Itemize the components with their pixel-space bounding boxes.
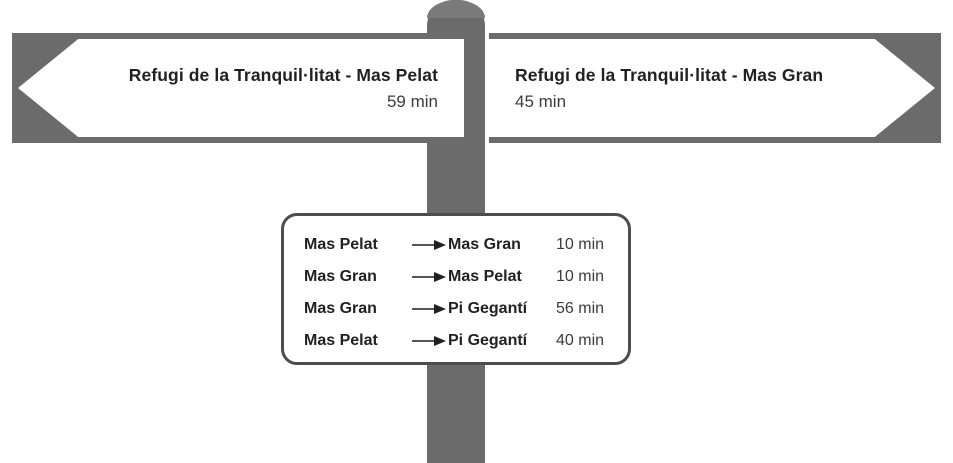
sign-left-title: Refugi de la Tranquil·litat - Mas Pelat (128, 64, 438, 85)
route-duration: 10 min (556, 267, 605, 285)
signpost-post-cap (427, 0, 485, 18)
route-origin: Mas Gran (304, 299, 377, 317)
route-destination: Mas Gran (448, 235, 521, 253)
sign-right (489, 33, 941, 143)
table-row (304, 262, 628, 291)
table-row (304, 326, 628, 355)
table-row (304, 294, 628, 323)
route-origin: Mas Gran (304, 267, 377, 285)
distances-panel (281, 213, 631, 365)
arrow-right-icon (410, 303, 448, 315)
route-duration: 10 min (556, 235, 605, 253)
sign-left (12, 33, 464, 143)
arrow-right-icon (410, 271, 448, 283)
arrow-right-icon (410, 335, 448, 347)
distances-list (284, 230, 628, 355)
sign-row (12, 33, 941, 143)
sign-right-title: Refugi de la Tranquil·litat - Mas Gran (515, 64, 824, 85)
route-duration: 56 min (556, 299, 605, 317)
sign-left-text (82, 33, 438, 143)
sign-left-time: 59 min (386, 91, 438, 111)
route-destination: Pi Gegantí (448, 331, 528, 349)
route-destination: Mas Pelat (448, 267, 522, 285)
route-origin: Mas Pelat (304, 235, 378, 253)
route-origin: Mas Pelat (304, 331, 378, 349)
route-duration: 40 min (556, 331, 605, 349)
sign-right-time: 45 min (515, 91, 567, 111)
route-destination: Pi Gegantí (448, 299, 528, 317)
sign-right-text (515, 33, 871, 143)
table-row (304, 230, 628, 259)
arrow-right-icon (410, 239, 448, 251)
